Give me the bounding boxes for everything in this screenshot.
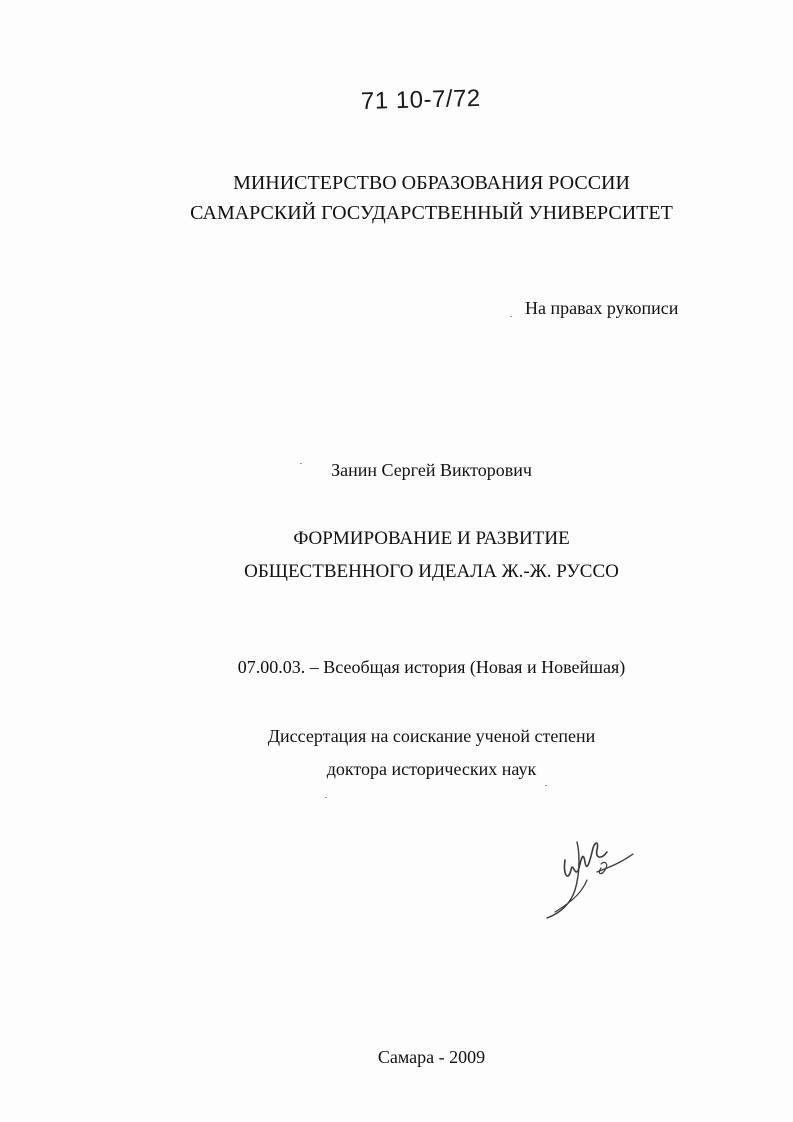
- scan-speck: [325, 797, 327, 798]
- degree-statement: [35, 720, 793, 786]
- archive-stamp-number: 71 10-7/72: [360, 84, 482, 115]
- degree-line-2: доктора исторических наук: [326, 759, 537, 779]
- scan-speck: [510, 316, 512, 317]
- author-name: Занин Сергей Викторович: [331, 460, 532, 480]
- city-and-year: Самара - 2009: [377, 1047, 486, 1067]
- manuscript-rights-note: На правах рукописи: [525, 298, 679, 318]
- degree-line-1: Диссертация на соискание ученой степени: [267, 726, 596, 746]
- handwritten-signature-icon: [535, 820, 645, 925]
- ministry-name: МИНИСТЕРСТВО ОБРАЗОВАНИЯ РОССИИ: [233, 172, 630, 194]
- dissertation-title: [35, 522, 793, 588]
- specialty-code: 07.00.03. – Всеобщая история (Новая и Новейшая): [237, 657, 626, 677]
- university-name: САМАРСКИЙ ГОСУДАРСТВЕННЫЙ УНИВЕРСИТЕТ: [190, 202, 673, 224]
- scan-speck: [545, 785, 547, 786]
- title-line-1: ФОРМИРОВАНИЕ И РАЗВИТИЕ: [293, 528, 570, 549]
- scan-speck: [300, 463, 302, 464]
- title-line-2: ОБЩЕСТВЕННОГО ИДЕАЛА Ж.-Ж. РУССО: [244, 561, 619, 582]
- institution-block: [35, 168, 793, 228]
